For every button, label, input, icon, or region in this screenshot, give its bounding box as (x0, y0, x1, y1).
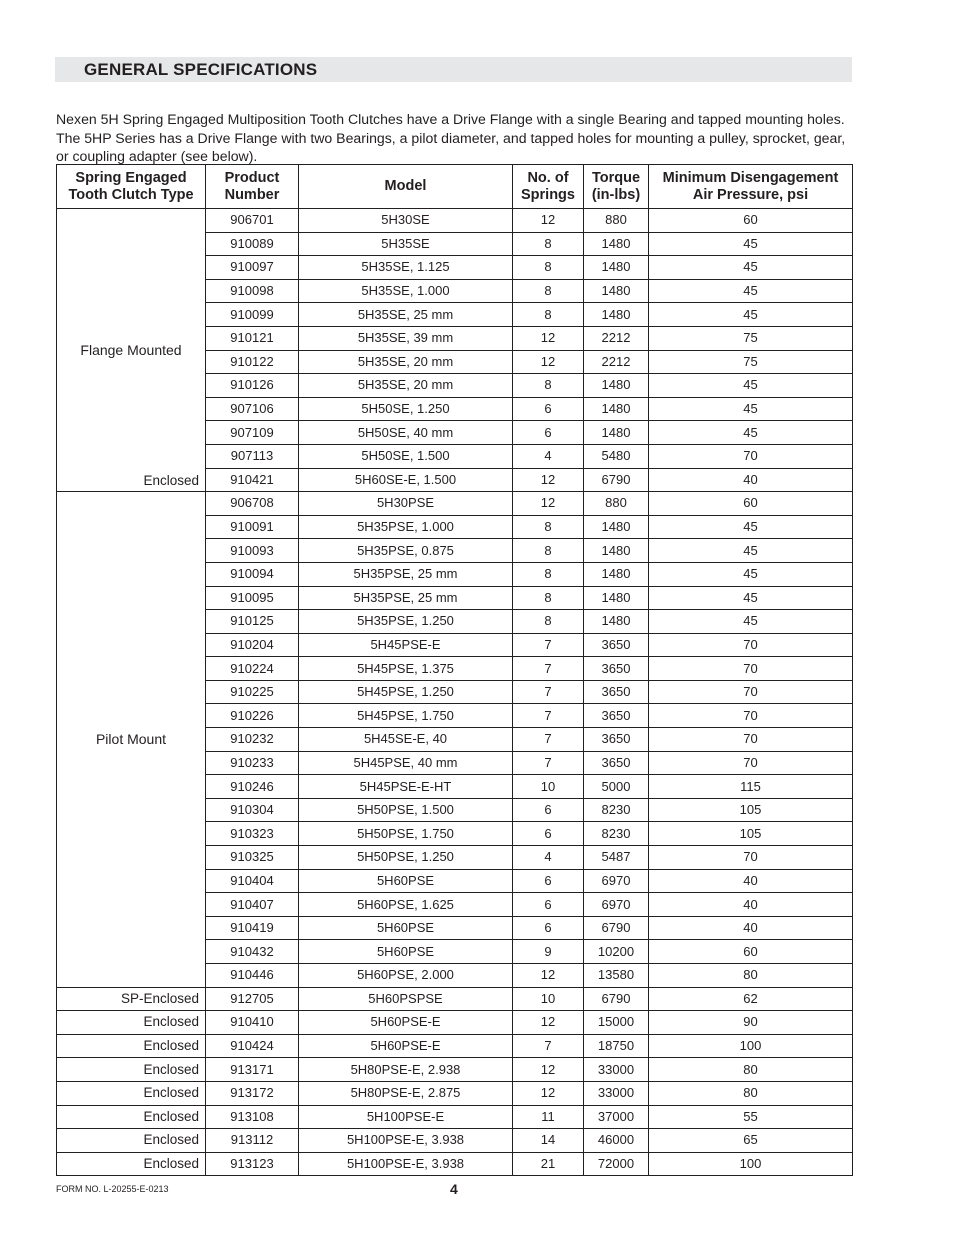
torque-cell: 37000 (584, 1105, 649, 1129)
product-cell: 907109 (206, 421, 299, 445)
pressure-cell: 40 (649, 468, 853, 492)
springs-cell: 12 (513, 209, 584, 233)
pressure-cell: 45 (649, 586, 853, 610)
model-cell: 5H45PSE-E-HT (299, 775, 513, 799)
springs-cell: 7 (513, 680, 584, 704)
product-cell: 910323 (206, 822, 299, 846)
torque-cell: 8230 (584, 822, 649, 846)
springs-cell: 8 (513, 256, 584, 280)
springs-cell: 12 (513, 468, 584, 492)
page-number: 4 (450, 1181, 458, 1197)
clutch-subtype-cell: Enclosed (57, 1081, 206, 1105)
product-cell: 910204 (206, 633, 299, 657)
pressure-cell: 40 (649, 869, 853, 893)
springs-cell: 4 (513, 846, 584, 870)
torque-cell: 10200 (584, 940, 649, 964)
springs-cell: 8 (513, 232, 584, 256)
springs-cell: 7 (513, 657, 584, 681)
pressure-cell: 70 (649, 657, 853, 681)
springs-cell: 8 (513, 562, 584, 586)
springs-cell: 12 (513, 1081, 584, 1105)
pressure-cell: 65 (649, 1129, 853, 1153)
model-cell: 5H35SE, 20 mm (299, 374, 513, 398)
torque-cell: 8230 (584, 798, 649, 822)
springs-cell: 11 (513, 1105, 584, 1129)
springs-cell: 9 (513, 940, 584, 964)
model-cell: 5H35PSE, 25 mm (299, 562, 513, 586)
product-cell: 910122 (206, 350, 299, 374)
pressure-cell: 70 (649, 704, 853, 728)
springs-cell: 6 (513, 397, 584, 421)
pressure-cell: 45 (649, 539, 853, 563)
model-cell: 5H35PSE, 1.250 (299, 610, 513, 634)
table-row (57, 1058, 853, 1082)
springs-cell: 12 (513, 492, 584, 516)
specifications-table (56, 164, 853, 1176)
model-cell: 5H50PSE, 1.500 (299, 798, 513, 822)
pressure-cell: 40 (649, 893, 853, 917)
torque-cell: 1480 (584, 586, 649, 610)
model-cell: 5H60SE-E, 1.500 (299, 468, 513, 492)
torque-cell: 1480 (584, 397, 649, 421)
springs-cell: 12 (513, 350, 584, 374)
pressure-cell: 62 (649, 987, 853, 1011)
springs-cell: 4 (513, 444, 584, 468)
model-cell: 5H45PSE, 40 mm (299, 751, 513, 775)
torque-cell: 15000 (584, 1011, 649, 1035)
product-cell: 910404 (206, 869, 299, 893)
pressure-cell: 105 (649, 798, 853, 822)
product-cell: 913123 (206, 1152, 299, 1176)
product-cell: 910125 (206, 610, 299, 634)
product-cell: 910225 (206, 680, 299, 704)
torque-cell: 18750 (584, 1034, 649, 1058)
header-springs: No. of Springs (513, 165, 584, 209)
model-cell: 5H60PSE (299, 869, 513, 893)
model-cell: 5H45SE-E, 40 (299, 728, 513, 752)
product-cell: 907106 (206, 397, 299, 421)
pressure-cell: 105 (649, 822, 853, 846)
springs-cell: 8 (513, 279, 584, 303)
table-row (57, 1081, 853, 1105)
pressure-cell: 45 (649, 397, 853, 421)
springs-cell: 14 (513, 1129, 584, 1153)
torque-cell: 1480 (584, 539, 649, 563)
table-header-row (57, 165, 853, 209)
torque-cell: 1480 (584, 232, 649, 256)
header-air-pressure: Minimum Disengagement Air Pressure, psi (649, 165, 853, 209)
torque-cell: 46000 (584, 1129, 649, 1153)
springs-cell: 7 (513, 704, 584, 728)
model-cell: 5H60PSPSE (299, 987, 513, 1011)
torque-cell: 6790 (584, 916, 649, 940)
model-cell: 5H30PSE (299, 492, 513, 516)
product-cell: 910232 (206, 728, 299, 752)
product-cell: 910091 (206, 515, 299, 539)
clutch-type-label: Flange Mounted (80, 342, 182, 359)
torque-cell: 880 (584, 492, 649, 516)
pressure-cell: 70 (649, 633, 853, 657)
springs-cell: 7 (513, 751, 584, 775)
pressure-cell: 55 (649, 1105, 853, 1129)
torque-cell: 33000 (584, 1058, 649, 1082)
torque-cell: 1480 (584, 303, 649, 327)
torque-cell: 3650 (584, 728, 649, 752)
header-model: Model (299, 165, 513, 209)
product-cell: 910097 (206, 256, 299, 280)
product-cell: 906708 (206, 492, 299, 516)
torque-cell: 880 (584, 209, 649, 233)
torque-cell: 1480 (584, 279, 649, 303)
model-cell: 5H35SE, 39 mm (299, 326, 513, 350)
clutch-subtype-cell: Enclosed (57, 1034, 206, 1058)
model-cell: 5H35PSE, 1.000 (299, 515, 513, 539)
header-product-number: Product Number (206, 165, 299, 209)
torque-cell: 1480 (584, 374, 649, 398)
springs-cell: 8 (513, 374, 584, 398)
torque-cell: 6790 (584, 468, 649, 492)
section-title: GENERAL SPECIFICATIONS (84, 60, 318, 79)
springs-cell: 8 (513, 303, 584, 327)
table-row (57, 987, 853, 1011)
springs-cell: 8 (513, 539, 584, 563)
pressure-cell: 80 (649, 1058, 853, 1082)
springs-cell: 12 (513, 1011, 584, 1035)
product-cell: 907113 (206, 444, 299, 468)
pressure-cell: 45 (649, 303, 853, 327)
product-cell: 913171 (206, 1058, 299, 1082)
torque-cell: 1480 (584, 256, 649, 280)
springs-cell: 7 (513, 633, 584, 657)
torque-cell: 1480 (584, 421, 649, 445)
model-cell: 5H100PSE-E, 3.938 (299, 1129, 513, 1153)
pressure-cell: 40 (649, 916, 853, 940)
pressure-cell: 60 (649, 940, 853, 964)
pressure-cell: 75 (649, 350, 853, 374)
pressure-cell: 45 (649, 232, 853, 256)
table-row (57, 1011, 853, 1035)
torque-cell: 3650 (584, 751, 649, 775)
model-cell: 5H100PSE-E, 3.938 (299, 1152, 513, 1176)
torque-cell: 3650 (584, 657, 649, 681)
clutch-subtype-cell: SP-Enclosed (57, 987, 206, 1011)
torque-cell: 3650 (584, 704, 649, 728)
header-torque: Torque (in-lbs) (584, 165, 649, 209)
product-cell: 910126 (206, 374, 299, 398)
pressure-cell: 70 (649, 751, 853, 775)
torque-cell: 5000 (584, 775, 649, 799)
model-cell: 5H45PSE-E (299, 633, 513, 657)
product-cell: 910224 (206, 657, 299, 681)
intro-paragraph: Nexen 5H Spring Engaged Multiposition Tooth Clutches have a Drive Flange with a single Bearing and tapped mounting holes. The 5HP Series has a Drive Flange with two Bearings, a pilot diameter, and tapped holes for mounting a pulley, sprocket, gear, or coupling adapter (see below). (56, 111, 846, 165)
model-cell: 5H60PSE (299, 916, 513, 940)
form-number: FORM NO. L-20255-E-0213 (56, 1184, 169, 1194)
pressure-cell: 75 (649, 326, 853, 350)
springs-cell: 6 (513, 798, 584, 822)
product-cell: 910121 (206, 326, 299, 350)
model-cell: 5H35PSE, 0.875 (299, 539, 513, 563)
table-row (57, 1129, 853, 1153)
pressure-cell: 45 (649, 421, 853, 445)
springs-cell: 6 (513, 893, 584, 917)
clutch-type-label: Pilot Mount (95, 731, 167, 748)
pressure-cell: 45 (649, 256, 853, 280)
torque-cell: 2212 (584, 350, 649, 374)
torque-cell: 33000 (584, 1081, 649, 1105)
pressure-cell: 45 (649, 610, 853, 634)
model-cell: 5H35SE, 20 mm (299, 350, 513, 374)
product-cell: 913112 (206, 1129, 299, 1153)
clutch-type-cell (57, 492, 206, 987)
torque-cell: 3650 (584, 680, 649, 704)
springs-cell: 6 (513, 916, 584, 940)
product-cell: 910304 (206, 798, 299, 822)
product-cell: 910095 (206, 586, 299, 610)
springs-cell: 6 (513, 421, 584, 445)
clutch-subtype-cell: Enclosed (57, 1011, 206, 1035)
product-cell: 910246 (206, 775, 299, 799)
model-cell: 5H60PSE-E (299, 1011, 513, 1035)
pressure-cell: 100 (649, 1034, 853, 1058)
pressure-cell: 60 (649, 492, 853, 516)
header-clutch-type: Spring Engaged Tooth Clutch Type (57, 165, 206, 209)
clutch-subtype-cell: Enclosed (57, 1129, 206, 1153)
product-cell: 910093 (206, 539, 299, 563)
pressure-cell: 80 (649, 964, 853, 988)
model-cell: 5H60PSE, 1.625 (299, 893, 513, 917)
pressure-cell: 70 (649, 846, 853, 870)
torque-cell: 72000 (584, 1152, 649, 1176)
model-cell: 5H30SE (299, 209, 513, 233)
pressure-cell: 45 (649, 515, 853, 539)
product-cell: 910099 (206, 303, 299, 327)
pressure-cell: 70 (649, 444, 853, 468)
springs-cell: 7 (513, 1034, 584, 1058)
section-header-bar (55, 57, 852, 82)
model-cell: 5H60PSE (299, 940, 513, 964)
pressure-cell: 45 (649, 562, 853, 586)
torque-cell: 2212 (584, 326, 649, 350)
model-cell: 5H45PSE, 1.750 (299, 704, 513, 728)
pressure-cell: 45 (649, 279, 853, 303)
pressure-cell: 100 (649, 1152, 853, 1176)
model-cell: 5H100PSE-E (299, 1105, 513, 1129)
product-cell: 910432 (206, 940, 299, 964)
model-cell: 5H50SE, 40 mm (299, 421, 513, 445)
springs-cell: 21 (513, 1152, 584, 1176)
springs-cell: 12 (513, 326, 584, 350)
torque-cell: 13580 (584, 964, 649, 988)
product-cell: 910407 (206, 893, 299, 917)
model-cell: 5H50SE, 1.250 (299, 397, 513, 421)
product-cell: 910410 (206, 1011, 299, 1035)
model-cell: 5H60PSE, 2.000 (299, 964, 513, 988)
model-cell: 5H60PSE-E (299, 1034, 513, 1058)
model-cell: 5H35PSE, 25 mm (299, 586, 513, 610)
springs-cell: 10 (513, 775, 584, 799)
springs-cell: 6 (513, 822, 584, 846)
torque-cell: 3650 (584, 633, 649, 657)
springs-cell: 8 (513, 515, 584, 539)
model-cell: 5H50SE, 1.500 (299, 444, 513, 468)
springs-cell: 8 (513, 586, 584, 610)
table-row (57, 1152, 853, 1176)
clutch-subtype-cell: Enclosed (57, 1152, 206, 1176)
product-cell: 910424 (206, 1034, 299, 1058)
torque-cell: 1480 (584, 562, 649, 586)
torque-cell: 6970 (584, 893, 649, 917)
pressure-cell: 60 (649, 209, 853, 233)
model-cell: 5H50PSE, 1.250 (299, 846, 513, 870)
pressure-cell: 90 (649, 1011, 853, 1035)
torque-cell: 6790 (584, 987, 649, 1011)
table-row (57, 1034, 853, 1058)
model-cell: 5H45PSE, 1.250 (299, 680, 513, 704)
pressure-cell: 80 (649, 1081, 853, 1105)
product-cell: 910089 (206, 232, 299, 256)
model-cell: 5H80PSE-E, 2.938 (299, 1058, 513, 1082)
clutch-type-cell (57, 209, 206, 492)
model-cell: 5H35SE, 1.125 (299, 256, 513, 280)
table-row (57, 209, 853, 233)
table-body (57, 209, 853, 1176)
springs-cell: 6 (513, 869, 584, 893)
model-cell: 5H45PSE, 1.375 (299, 657, 513, 681)
torque-cell: 5480 (584, 444, 649, 468)
model-cell: 5H80PSE-E, 2.875 (299, 1081, 513, 1105)
product-cell: 910233 (206, 751, 299, 775)
springs-cell: 10 (513, 987, 584, 1011)
pressure-cell: 115 (649, 775, 853, 799)
model-cell: 5H35SE, 25 mm (299, 303, 513, 327)
clutch-subtype-label: Enclosed (143, 473, 199, 489)
pressure-cell: 45 (649, 374, 853, 398)
clutch-subtype-cell: Enclosed (57, 1105, 206, 1129)
product-cell: 910226 (206, 704, 299, 728)
product-cell: 910094 (206, 562, 299, 586)
springs-cell: 7 (513, 728, 584, 752)
product-cell: 910421 (206, 468, 299, 492)
torque-cell: 1480 (584, 610, 649, 634)
product-cell: 913108 (206, 1105, 299, 1129)
torque-cell: 1480 (584, 515, 649, 539)
pressure-cell: 70 (649, 728, 853, 752)
clutch-subtype-cell: Enclosed (57, 1058, 206, 1082)
springs-cell: 8 (513, 610, 584, 634)
springs-cell: 12 (513, 1058, 584, 1082)
model-cell: 5H50PSE, 1.750 (299, 822, 513, 846)
pressure-cell: 70 (649, 680, 853, 704)
product-cell: 910419 (206, 916, 299, 940)
product-cell: 910098 (206, 279, 299, 303)
springs-cell: 12 (513, 964, 584, 988)
table-row (57, 1105, 853, 1129)
torque-cell: 5487 (584, 846, 649, 870)
table-row (57, 492, 853, 516)
model-cell: 5H35SE (299, 232, 513, 256)
product-cell: 906701 (206, 209, 299, 233)
product-cell: 913172 (206, 1081, 299, 1105)
product-cell: 910446 (206, 964, 299, 988)
product-cell: 910325 (206, 846, 299, 870)
torque-cell: 6970 (584, 869, 649, 893)
model-cell: 5H35SE, 1.000 (299, 279, 513, 303)
product-cell: 912705 (206, 987, 299, 1011)
